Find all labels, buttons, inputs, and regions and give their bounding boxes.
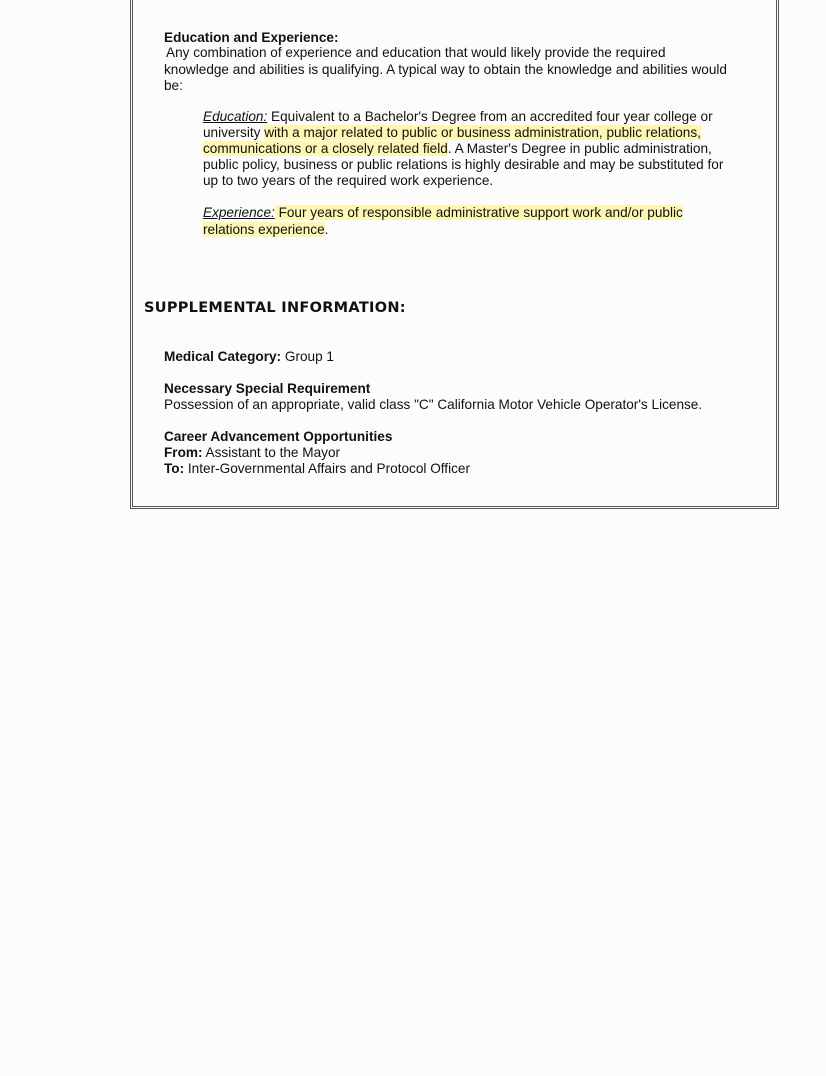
education-paragraph-line-3: communications or a closely related field. A Master's Degree in public administration, bbox=[203, 141, 712, 156]
highlighted-text: with a major related to public or business administration, public relations, bbox=[264, 125, 701, 140]
medical-category-line bbox=[164, 349, 334, 365]
medical-category-value: Group 1 bbox=[281, 349, 334, 364]
from-value: Assistant to the Mayor bbox=[202, 445, 341, 460]
highlighted-text: Four years of responsible administrative support work and/or public bbox=[274, 205, 683, 220]
education-paragraph-line-5: up to two years of the required work experience. bbox=[203, 173, 494, 188]
intro-line-3: be: bbox=[164, 78, 183, 93]
experience-paragraph-line-1 bbox=[203, 205, 683, 221]
education-experience-heading: Education and Experience: bbox=[164, 30, 339, 45]
to-label: To: bbox=[164, 461, 185, 476]
career-from-line bbox=[164, 445, 340, 461]
intro-line-1: Any combination of experience and education that would likely provide the required bbox=[166, 45, 666, 60]
highlighted-text: communications or a closely related field bbox=[203, 141, 448, 156]
intro-line-2: knowledge and abilities is qualifying. A typical way to obtain the knowledge and abilities would bbox=[164, 62, 727, 77]
special-requirement-text: Possession of an appropriate, valid class "C" California Motor Vehicle Operator's License. bbox=[164, 397, 703, 412]
career-to-line bbox=[164, 461, 470, 477]
to-value: Inter-Governmental Affairs and Protocol Officer bbox=[184, 461, 470, 476]
from-label: From: bbox=[164, 445, 203, 460]
experience-paragraph-line-2: relations experience. bbox=[203, 222, 329, 237]
education-label: Education: bbox=[203, 109, 268, 124]
special-requirement-heading: Necessary Special Requirement bbox=[164, 381, 371, 396]
education-paragraph-line-1: Education: Equivalent to a Bachelor's Degree from an accredited four year college or bbox=[203, 109, 713, 124]
education-paragraph-line-4: public policy, business or public relations is highly desirable and may be substituted for bbox=[203, 157, 724, 172]
supplemental-information-title: SUPPLEMENTAL INFORMATION: bbox=[144, 300, 406, 316]
experience-label: Experience: bbox=[203, 205, 275, 220]
education-paragraph-line-2: university with a major related to public or business administration, public relations, bbox=[203, 125, 701, 140]
career-advancement-heading: Career Advancement Opportunities bbox=[164, 429, 393, 444]
medical-category-label: Medical Category: bbox=[164, 349, 282, 364]
highlighted-text: relations experience bbox=[203, 222, 325, 237]
